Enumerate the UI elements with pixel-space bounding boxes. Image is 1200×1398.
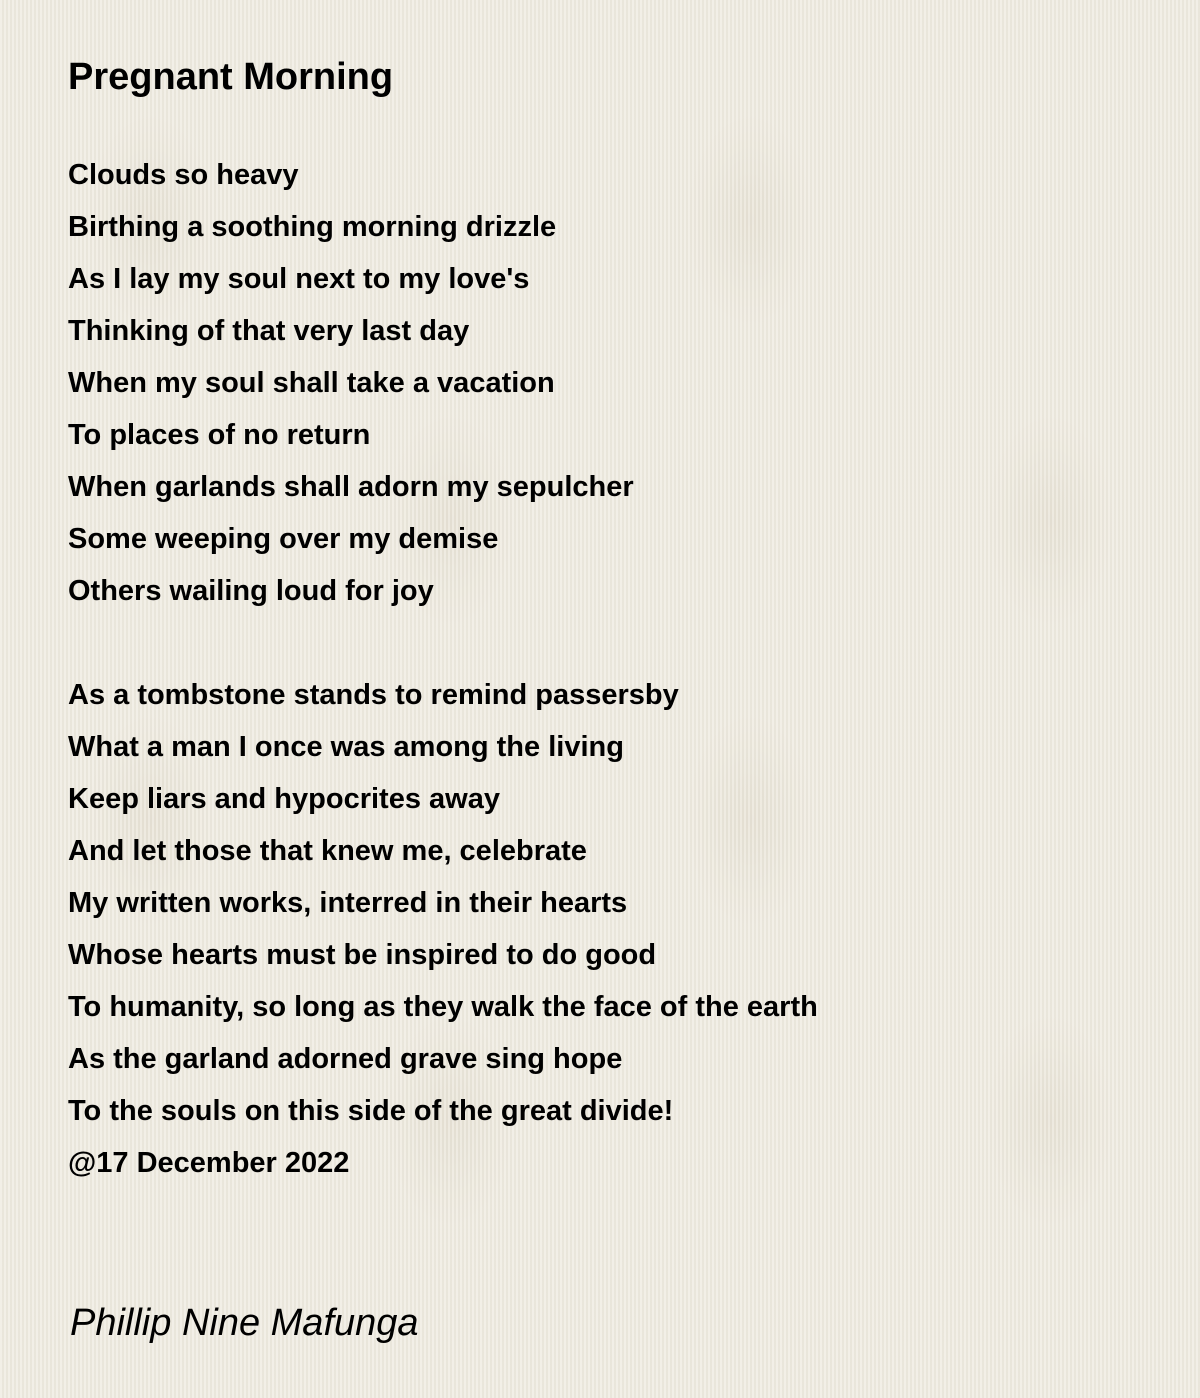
poem-line: Others wailing loud for joy (68, 575, 434, 607)
poem-line: To places of no return (68, 419, 371, 451)
poem-line: Whose hearts must be inspired to do good (68, 939, 657, 971)
poem-line: Clouds so heavy (68, 159, 299, 191)
stanza-1 (68, 149, 1168, 617)
poem-line: Birthing a soothing morning drizzle (68, 211, 557, 243)
stanza-2 (68, 669, 1168, 1189)
poem-line: To humanity, so long as they walk the face of the earth (68, 991, 818, 1023)
poem-title: Pregnant Morning (68, 56, 394, 98)
poem-line: As I lay my soul next to my love's (68, 263, 530, 295)
poem-line: Thinking of that very last day (68, 315, 470, 347)
poem-line: To the souls on this side of the great divide! (68, 1095, 674, 1127)
poem-line: When my soul shall take a vacation (68, 367, 555, 399)
poem-line: As the garland adorned grave sing hope (68, 1043, 623, 1075)
poem-body (68, 149, 1168, 1189)
poem-line: And let those that knew me, celebrate (68, 835, 587, 867)
poem-date: @17 December 2022 (68, 1147, 350, 1179)
poem-line: When garlands shall adorn my sepulcher (68, 471, 634, 503)
poem-line: Keep liars and hypocrites away (68, 783, 500, 815)
poem-author: Phillip Nine Mafunga (70, 1302, 419, 1344)
poem-line: What a man I once was among the living (68, 731, 624, 763)
poem-line: Some weeping over my demise (68, 523, 499, 555)
poem-line: As a tombstone stands to remind passersby (68, 679, 679, 711)
poem-line: My written works, interred in their hearts (68, 887, 628, 919)
